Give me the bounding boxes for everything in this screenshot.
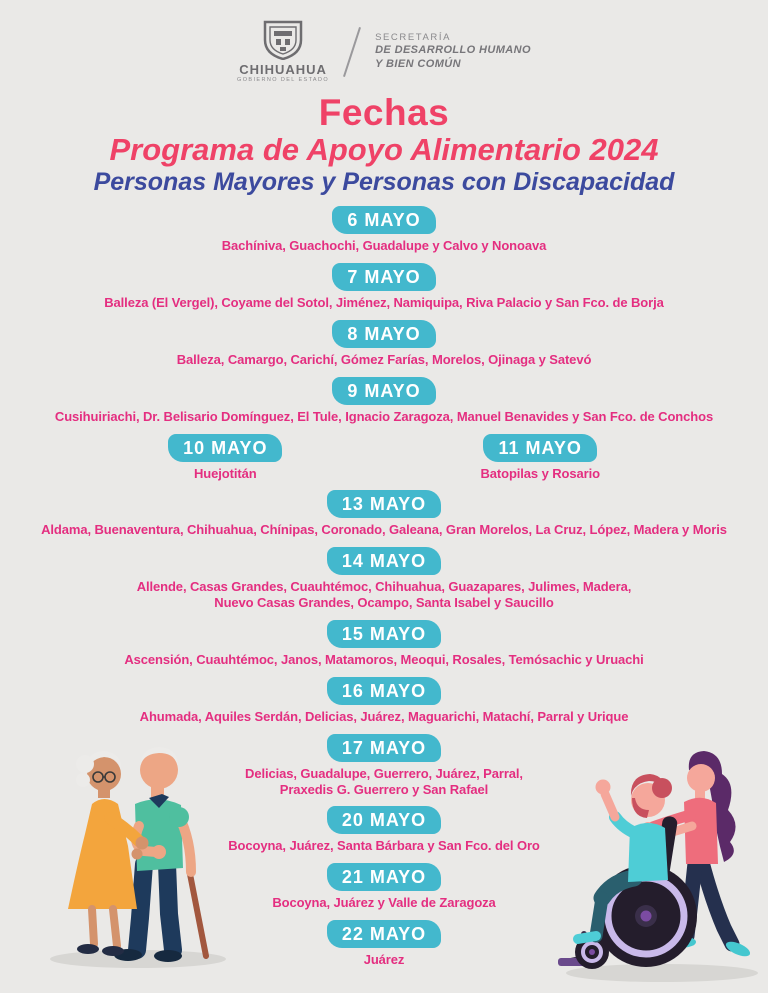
secretaria-line2: DE DESARROLLO HUMANO: [375, 43, 531, 56]
schedule-entry: [0, 734, 768, 798]
page-title: Fechas: [318, 91, 450, 133]
schedule-entry: [168, 434, 282, 482]
split-row: [0, 434, 768, 491]
audience-subtitle: Personas Mayores y Personas con Discapacidad: [93, 167, 675, 196]
places-text: Bocoyna, Juárez y Valle de Zaragoza: [272, 895, 496, 911]
places-text: Batopilas y Rosario: [480, 465, 600, 481]
date-badge: 21 MAYO: [327, 863, 441, 891]
places-text: Nuevo Casas Grandes, Ocampo, Santa Isabel y Saucillo: [214, 595, 554, 611]
places-text: Bocoyna, Juárez, Santa Bárbara y San Fco. del Oro: [228, 838, 540, 854]
schedule-entry: [0, 920, 768, 968]
date-badge: 22 MAYO: [327, 920, 441, 948]
chihuahua-logo: [237, 20, 329, 84]
schedule-entry: [0, 377, 768, 425]
places-text: Ahumada, Aquiles Serdán, Delicias, Juárez, Maguarichi, Matachí, Parral y Urique: [139, 708, 629, 724]
date-badge: 10 MAYO: [168, 434, 282, 462]
date-badge: 8 MAYO: [332, 320, 435, 348]
program-title: Programa de Apoyo Alimentario 2024: [109, 131, 659, 167]
date-badge: 9 MAYO: [332, 377, 435, 405]
schedule-entry: [0, 320, 768, 368]
logo-title: CHIHUAHUA: [239, 62, 327, 77]
logo-subtitle: GOBIERNO DEL ESTADO: [237, 77, 330, 83]
date-badge: 20 MAYO: [327, 806, 441, 834]
schedule-entry: [0, 806, 768, 854]
date-badge: 16 MAYO: [327, 677, 441, 705]
date-badge: 11 MAYO: [483, 434, 596, 462]
places-text: Balleza, Camargo, Carichí, Gómez Farías, Morelos, Ojinaga y Satevó: [176, 351, 592, 367]
date-badge: 17 MAYO: [327, 734, 441, 762]
schedule-entry: [0, 620, 768, 668]
places-text: Allende, Casas Grandes, Cuauhtémoc, Chihuahua, Guazapares, Julimes, Madera,: [136, 579, 632, 595]
secretaria-line3: Y BIEN COMÚN: [375, 57, 461, 70]
schedule-entry: [480, 434, 599, 482]
schedule-entry: [0, 677, 768, 725]
places-text: Cusihuiriachi, Dr. Belisario Domínguez, El Tule, Ignacio Zaragoza, Manuel Benavides y San Fco. de Conchos: [54, 408, 714, 424]
date-badge: 6 MAYO: [332, 206, 435, 234]
places-text: Balleza (El Vergel), Coyame del Sotol, Jiménez, Namiquipa, Riva Palacio y San Fco. de Borja: [104, 294, 664, 310]
places-text: Ascensión, Cuauhtémoc, Janos, Matamoros, Meoqui, Rosales, Temósachic y Uruachi: [124, 651, 644, 667]
date-badge: 13 MAYO: [327, 490, 441, 518]
places-text: Juárez: [363, 952, 405, 968]
places-text: Aldama, Buenaventura, Chihuahua, Chínipas, Coronado, Galeana, Gran Morelos, La Cruz, López, Madera y Moris: [41, 522, 727, 538]
secretaria-block: [375, 32, 531, 71]
places-text: Delicias, Guadalupe, Guerrero, Juárez, Parral,: [245, 765, 523, 781]
chihuahua-shield-icon: [261, 20, 305, 60]
schedule-entry: [0, 490, 768, 538]
header: [0, 0, 768, 84]
date-badge: 7 MAYO: [332, 263, 435, 291]
places-text: Huejotitán: [193, 465, 257, 481]
date-badge: 14 MAYO: [327, 547, 441, 575]
secretaria-line1: SECRETARÍA: [375, 32, 452, 44]
header-divider: [343, 27, 361, 77]
date-badge: 15 MAYO: [327, 620, 441, 648]
schedule-entry: [0, 863, 768, 911]
places-text: Bachíniva, Guachochi, Guadalupe y Calvo y Nonoava: [221, 238, 547, 254]
places-text: Praxedis G. Guerrero y San Rafael: [279, 781, 489, 797]
schedule-entry: [0, 263, 768, 311]
schedule-list: [0, 206, 768, 968]
schedule-entry: [0, 206, 768, 254]
schedule-entry: [0, 547, 768, 611]
